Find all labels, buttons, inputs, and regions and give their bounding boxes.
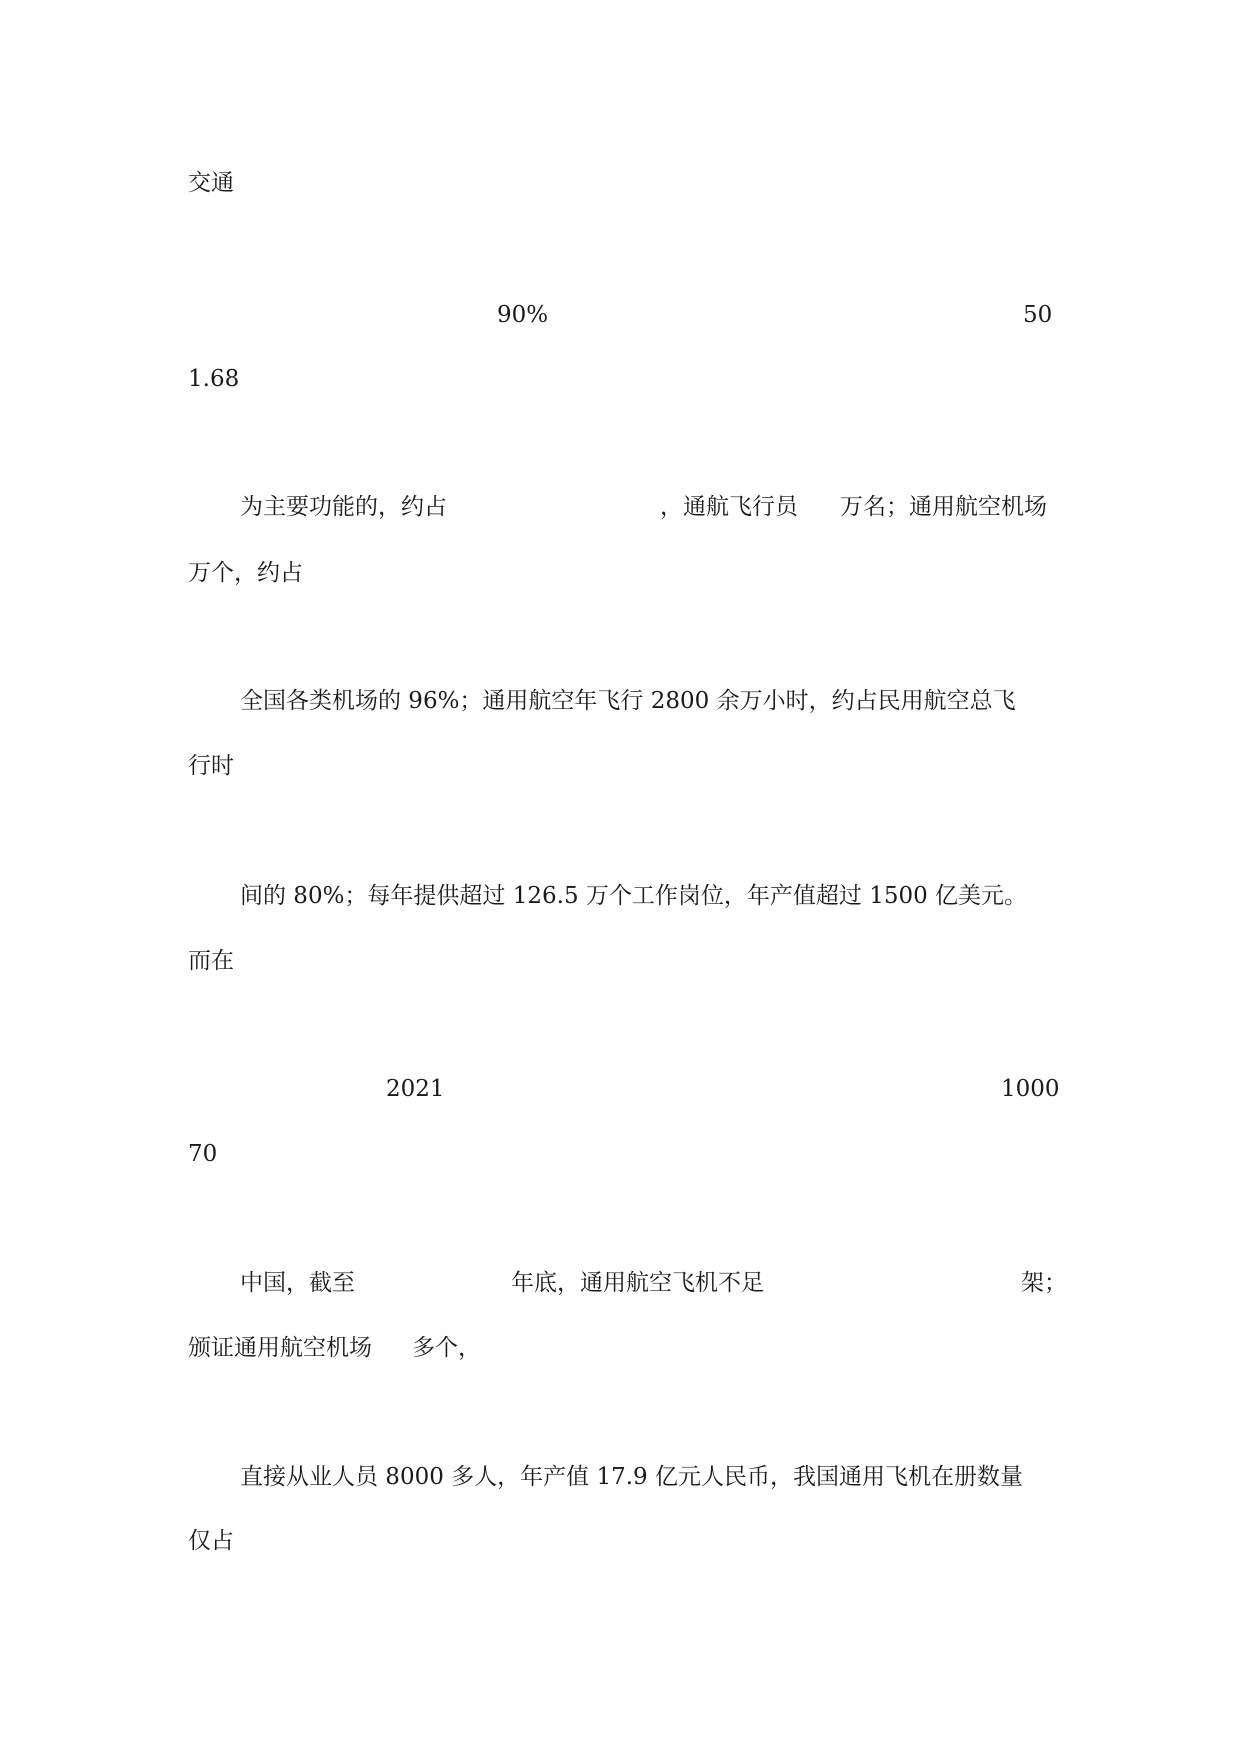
text-line: 全国各类机场的 96%；通用航空年飞行 2800 余万小时，约占民用航空总飞 [240, 688, 1016, 714]
text-line: 直接从业人员 8000 多人，年产值 17.9 亿元人民币，我国通用飞机在册数量 [240, 1464, 1023, 1490]
text-line: 万个，约占 [188, 560, 303, 586]
text-fragment: 为主要功能的，约占 [240, 494, 447, 520]
text-line: 70 [188, 1141, 218, 1167]
text-fragment: 年底，通用航空飞机不足 [511, 1270, 764, 1296]
text-fragment: 颁证通用航空机场 [188, 1335, 372, 1361]
text-fragment: 架； [1021, 1270, 1067, 1296]
text-fragment: ，通航飞行员 [660, 494, 798, 520]
text-line: 而在 [188, 948, 234, 974]
text-fragment: 90% [497, 302, 549, 328]
text-fragment: 多个， [412, 1335, 481, 1361]
text-line: 仅占 [188, 1528, 234, 1554]
text-fragment: 50 [1023, 302, 1053, 328]
text-line: 行时 [188, 753, 234, 779]
text-line: 1.68 [188, 366, 240, 392]
text-line: 交通 [188, 170, 234, 196]
text-fragment: 1000 [1001, 1076, 1060, 1102]
text-line: 间的 80%；每年提供超过 126.5 万个工作岗位，年产值超过 1500 亿美元。 [240, 883, 1028, 909]
text-fragment: 中国，截至 [240, 1270, 355, 1296]
text-fragment: 2021 [386, 1076, 445, 1102]
text-fragment: 万名；通用航空机场 [840, 494, 1047, 520]
